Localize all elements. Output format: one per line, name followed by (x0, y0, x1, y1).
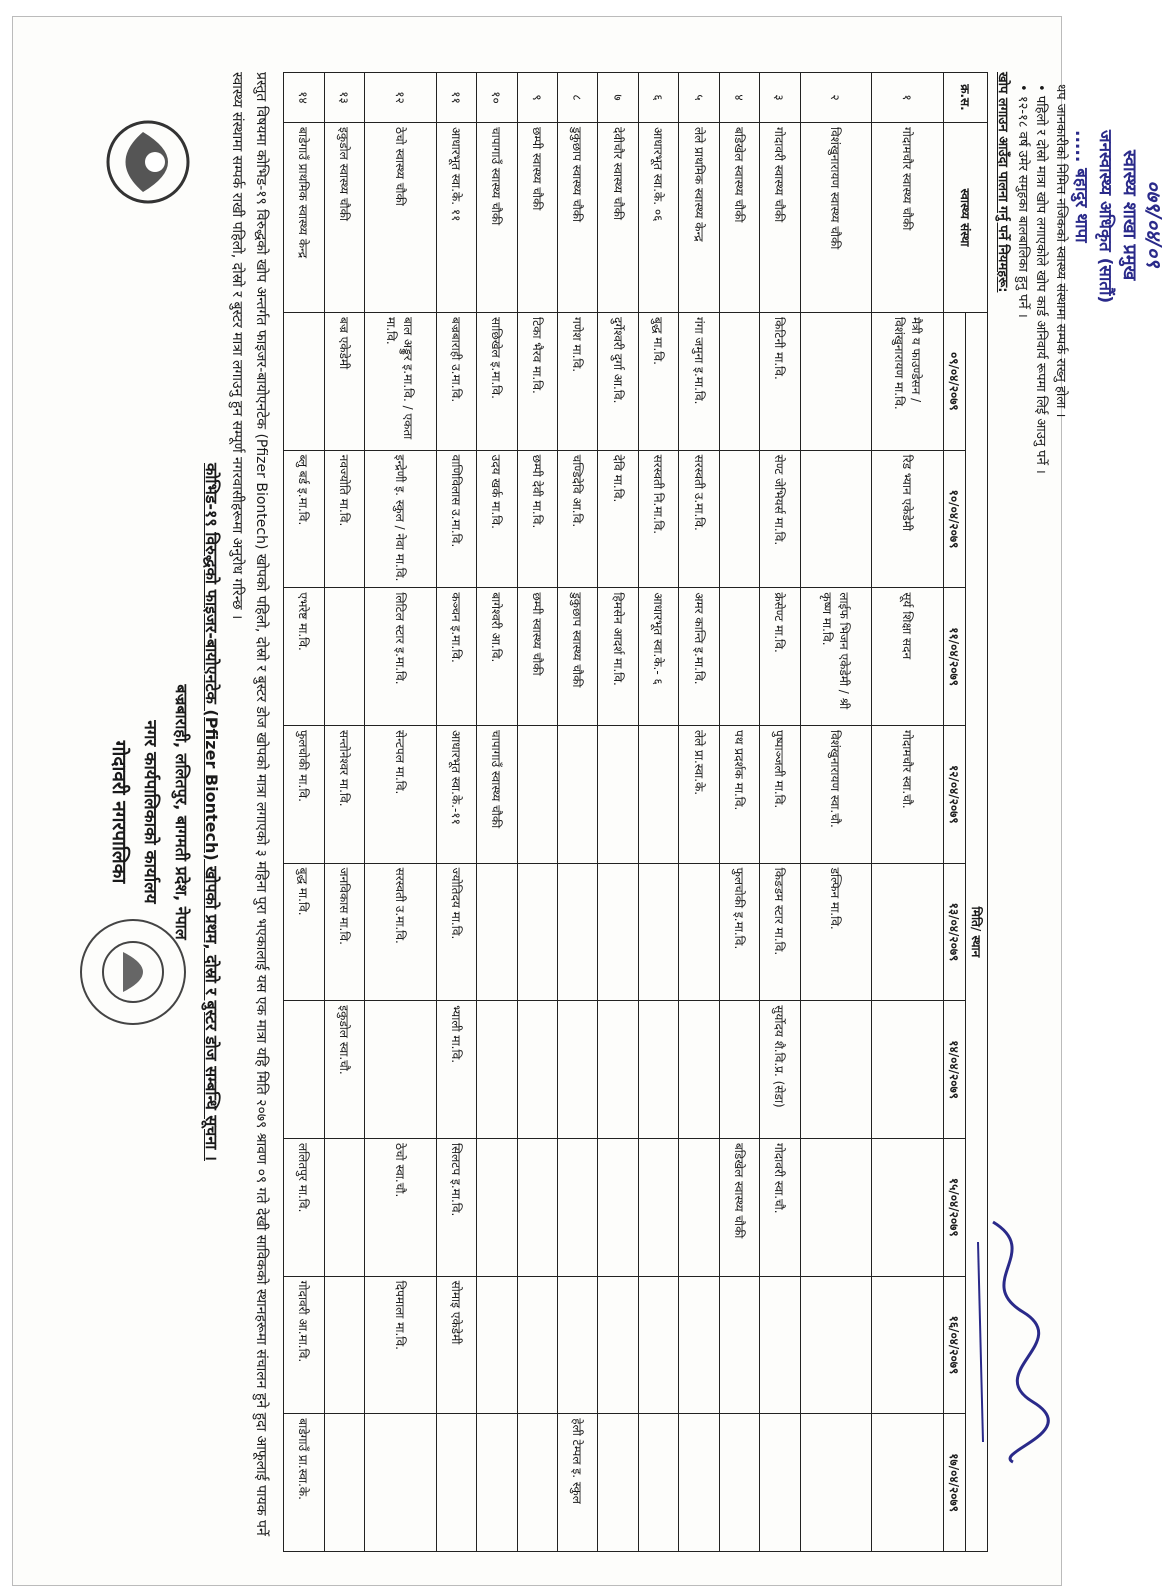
row-organization: इकुडोल स्वास्थ्य चौकी (324, 123, 364, 313)
row-serial: १२ (365, 73, 437, 123)
table-row (598, 73, 638, 1552)
schedule-cell (517, 863, 557, 1001)
schedule-cell: क्रेसेण्ट मा.वि. (760, 588, 800, 726)
schedule-cell: बज्र एकेडेमी (324, 313, 364, 451)
schedule-cell: चण्डिदेवि आ.वि. (558, 450, 598, 588)
header-date: १६/०४/२०७९ (944, 1276, 966, 1414)
schedule-cell (517, 1276, 557, 1414)
header-date: १०/०४/२०७९ (944, 450, 966, 588)
row-organization: आधारभूत स्वा.के. ०६ (638, 123, 678, 313)
schedule-cell (436, 1414, 476, 1552)
schedule-cell: बाल अङ्कुर इ.मा.वि. / एकता मा.वि. (365, 313, 437, 451)
table-row (800, 73, 872, 1552)
schedule-cell (679, 863, 719, 1001)
schedule-cell: लेले प्रा.स्वा.के. (679, 725, 719, 863)
contact-note: थप जानकारीको निमित्त नजिकको स्वास्थ्य संस्थामा सम्पर्क राख्नु होला । (1053, 84, 1068, 418)
header-date: ०९/०४/२०७९ (944, 313, 966, 451)
schedule-cell: भ्याली मा.वि. (436, 1001, 476, 1139)
schedule-cell (638, 1138, 678, 1276)
header-serial: क्र.स. (944, 73, 988, 123)
schedule-cell (517, 1138, 557, 1276)
schedule-cell (760, 1414, 800, 1552)
schedule-cell (558, 1001, 598, 1139)
header-date: १७/०४/२०७९ (944, 1414, 966, 1552)
table-row (558, 73, 598, 1552)
schedule-cell: रिड भ्यान एकेडेमी (872, 450, 944, 588)
row-organization: देवीचौर स्वास्थ्य चौकी (598, 123, 638, 313)
schedule-cell (638, 1414, 678, 1552)
schedule-cell (477, 1414, 517, 1552)
schedule-cell: वाणिविलास उ.मा.वि. (436, 450, 476, 588)
schedule-cell (477, 1276, 517, 1414)
row-organization: बडिखेल स्वास्थ्य चौकी (719, 123, 759, 313)
schedule-cell (598, 1276, 638, 1414)
row-serial: ८ (558, 73, 598, 123)
row-serial: ६ (638, 73, 678, 123)
schedule-cell: साछिखेल इ.मा.वि. (477, 313, 517, 451)
schedule-cell: गोदामचौर स्वा.चौ. (872, 725, 944, 863)
schedule-cell: दिपमाला मा.वि. (365, 1276, 437, 1414)
schedule-cell (719, 1276, 759, 1414)
schedule-cell (284, 1001, 325, 1139)
row-serial: ४ (719, 73, 759, 123)
schedule-cell (598, 1138, 638, 1276)
table-body (284, 73, 944, 1552)
schedule-cell: नवज्योति मा.वि. (324, 450, 364, 588)
schedule-cell (719, 1414, 759, 1552)
schedule-cell (719, 588, 759, 726)
row-organization: विशंखुनारायण स्वास्थ्य चौकी (800, 123, 872, 313)
signoff-block (1062, 120, 1172, 540)
schedule-cell: बागेश्वरी आ.वि. (477, 588, 517, 726)
schedule-cell: हेली टेम्पल इ. स्कुल (558, 1414, 598, 1552)
table-row (872, 73, 944, 1552)
schedule-cell: चापागाउँ स्वास्थ्य चौकी (477, 725, 517, 863)
signoff-date: ०७९/०४/०९ (1142, 180, 1166, 268)
schedule-cell: हिमसेन आदर्श मा.वि. (598, 588, 638, 726)
header-date: १३/०४/२०७९ (944, 863, 966, 1001)
row-serial: १ (872, 73, 944, 123)
schedule-cell: छम्पी देवी मा.वि. (517, 450, 557, 588)
row-organization: बाडेगाउँ प्राथमिक स्वास्थ्य केन्द्र (284, 123, 325, 313)
schedule-cell (800, 1276, 872, 1414)
schedule-cell (800, 1138, 872, 1276)
schedule-cell (324, 1138, 364, 1276)
schedule-cell (872, 1276, 944, 1414)
schedule-cell: दुर्गेश्वरी दुर्गा आ.वि. (598, 313, 638, 451)
schedule-cell: सरस्वती उ.मा.वि. (679, 450, 719, 588)
schedule-cell: पथ प्रदर्शक मा.वि. (719, 725, 759, 863)
schedule-cell (558, 725, 598, 863)
handwritten-signature-icon (963, 1212, 1053, 1472)
schedule-cell: फुलचोकी मा.वि. (284, 725, 325, 863)
schedule-cell (324, 1276, 364, 1414)
table-row (324, 73, 364, 1552)
schedule-cell: टिका भैरव मा.वि. (517, 313, 557, 451)
schedule-cell: सरस्वती नि.मा.वि. (638, 450, 678, 588)
schedule-cell: ब्लु बर्ड इ.मा.वि. (284, 450, 325, 588)
rule-text: पहिलो र दोस्रो मात्रा खोप लगाएकोले खोप कार्ड अनिवार्य रूपमा लिई आउनु पर्ने । (1033, 95, 1048, 474)
schedule-cell (872, 1001, 944, 1139)
row-serial: ३ (760, 73, 800, 123)
schedule-cell (284, 313, 325, 451)
schedule-cell (324, 1414, 364, 1552)
table-row (760, 73, 800, 1552)
row-organization: गोदामचौर स्वास्थ्य चौकी (872, 123, 944, 313)
schedule-cell (598, 863, 638, 1001)
vaccination-schedule-table (283, 72, 988, 1552)
header-organization: स्वास्थ्य संस्था (944, 123, 988, 313)
schedule-cell: बडिखेल स्वास्थ्य चौकी (719, 1138, 759, 1276)
table-row (436, 73, 476, 1552)
header-date: ११/०४/२०७९ (944, 588, 966, 726)
schedule-cell (760, 1276, 800, 1414)
schedule-cell: ठेचो स्वा.चौ. (365, 1138, 437, 1276)
schedule-cell (679, 1414, 719, 1552)
schedule-cell: सोमाइ एकेडेमी (436, 1276, 476, 1414)
table-row (284, 73, 325, 1552)
schedule-cell: सुर्योदय शै.वि.प्र. (सेडा) (760, 1001, 800, 1139)
row-organization: डुकुछाप स्वास्थ्य चौकी (558, 123, 598, 313)
header-date: १४/०४/२०७९ (944, 1001, 966, 1139)
schedule-cell (477, 1001, 517, 1139)
schedule-cell: सरस्वती उ.मा.वि. (365, 863, 437, 1001)
row-serial: ११ (436, 73, 476, 123)
schedule-cell (558, 863, 598, 1001)
schedule-cell (719, 313, 759, 451)
rule-item: • पहिलो र दोस्रो मात्रा खोप लगाएकोले खोप कार्ड अनिवार्य रूपमा लिई आउनु पर्ने । (1033, 84, 1048, 474)
schedule-cell: सेण्ट जेभियर्स मा.वि. (760, 450, 800, 588)
row-organization: चापागाउँ स्वास्थ्य चौकी (477, 123, 517, 313)
schedule-cell (679, 1001, 719, 1139)
signatory-branch: स्वास्थ्य शाखा प्रमुख (1119, 150, 1140, 281)
row-organization: ठेचो स्वास्थ्य चौकी (365, 123, 437, 313)
schedule-cell: गोदावरी आ.मा.वि. (284, 1276, 325, 1414)
schedule-cell (598, 1414, 638, 1552)
schedule-cell: डल्फिन मा.वि. (800, 863, 872, 1001)
schedule-cell (477, 863, 517, 1001)
schedule-cell (719, 1001, 759, 1139)
signatory-title: जनस्वास्थ्य अधिकृत (सातौं) (1095, 130, 1115, 304)
schedule-cell (517, 1001, 557, 1139)
table-row (638, 73, 678, 1552)
header-date: १२/०४/२०७९ (944, 725, 966, 863)
schedule-cell: सेन्टपल मा.वि. (365, 725, 437, 863)
schedule-cell: इन्द्रेणी इ. स्कुल / नेवा मा.वि. (365, 450, 437, 588)
schedule-cell (679, 1138, 719, 1276)
schedule-cell (872, 1414, 944, 1552)
schedule-cell: ललितपुर मा.वि. (284, 1138, 325, 1276)
schedule-cell (517, 1414, 557, 1552)
row-organization: छम्पी स्वास्थ्य चौकी (517, 123, 557, 313)
schedule-cell (517, 725, 557, 863)
schedule-cell: बुद्ध मा.वि. (284, 863, 325, 1001)
header-date-place: मिति/ स्थान (966, 313, 988, 1552)
schedule-cell: गंगा जमुना इ.मा.वि. (679, 313, 719, 451)
schedule-cell: सन्तोनेश्वर मा.वि. (324, 725, 364, 863)
row-serial: ५ (679, 73, 719, 123)
schedule-cell (365, 1001, 437, 1139)
notice-subject: कोभिड-१९ विरुद्धको फाइजर-बायोएनटेक (Pfizer Biontech) खोपको प्रथम, दोस्रो र बुस्टर डोज सम्बन्धि सूचना । (202, 463, 221, 1161)
row-serial: १३ (324, 73, 364, 123)
schedule-cell: बज्रबाराही उ.मा.वि. (436, 313, 476, 451)
schedule-cell: लाईफ भिजन एकेडेमी / श्री कृष्ण मा.वि. (800, 588, 872, 726)
schedule-cell: कञ्चन इ.मा.वि. (436, 588, 476, 726)
schedule-cell: पुष्पाञ्जली मा.वि. (760, 725, 800, 863)
schedule-cell (800, 1414, 872, 1552)
header-date: १५/०४/२०७९ (944, 1138, 966, 1276)
schedule-cell: अमर कान्ति इ.मा.वि. (679, 588, 719, 726)
rotated-content (23, 32, 1073, 1592)
schedule-cell (872, 863, 944, 1001)
schedule-cell: गणेश मा.वि. (558, 313, 598, 451)
schedule-cell (638, 1001, 678, 1139)
schedule-cell: बुद्ध मा.वि. (638, 313, 678, 451)
schedule-cell (324, 588, 364, 726)
row-organization: गोदावरी स्वास्थ्य चौकी (760, 123, 800, 313)
schedule-cell: किङडम स्टार मा.वि. (760, 863, 800, 1001)
table-row (517, 73, 557, 1552)
row-serial: ९ (517, 73, 557, 123)
schedule-cell: ज्योतिदय मा.वि. (436, 863, 476, 1001)
office-address: बज्रबाराही, ललितपुर, बागमती प्रदेश, नेपाल (172, 684, 191, 940)
intro-paragraph: प्रस्तुत विषयमा कोभिड-१९ विरुद्धको खोप अन्तर्गत फाइजर-बायोएनटेक (Pfizer Biontech) खोपको पहिलो, दोस्रो र बुस्टर डोज खोपको मात्रा लगाएको ३ महिना पुरा भएकालाई यस एक मात्रा यहि मिति २०७९ श्रावण ०९ गते देखी साविकको स्थानहरूमा संचालन हुने हुदा आफूलाई पायक पर्ने स्वास्थ्य संस्थामा सम्पर्क राखी पहिलो, दोस्रो र बुस्टर मात्रा लगाउनु हुन सम्पूर्ण नगरवासीहरूमा अनुरोध गरिन्छ । (229, 72, 269, 1536)
schedule-cell: देवि मा.वि. (598, 450, 638, 588)
schedule-cell: उदय खर्क मा.वि. (477, 450, 517, 588)
table-row (365, 73, 437, 1552)
schedule-cell (598, 725, 638, 863)
rules-heading: खोप लगाउन आउँदा पालना गर्नु पर्ने नियमहरू: (995, 72, 1010, 293)
schedule-cell: आधारभूत स्वा.के.- ६ (638, 588, 678, 726)
schedule-cell (558, 1138, 598, 1276)
schedule-cell (365, 1414, 437, 1552)
schedule-cell: विशंखुनारायण स्वा.चौ. (800, 725, 872, 863)
schedule-cell (872, 1138, 944, 1276)
schedule-cell: किटिनी मा.वि. (760, 313, 800, 451)
row-serial: १० (477, 73, 517, 123)
schedule-cell: मैत्री य फाउण्डेसन / विशंखुनारायण मा.वि. (872, 313, 944, 451)
schedule-cell: गोदावरी स्वा.चौ. (760, 1138, 800, 1276)
schedule-cell (800, 450, 872, 588)
schedule-cell: इकुडोल स्वा.चौ. (324, 1001, 364, 1139)
schedule-cell (638, 725, 678, 863)
schedule-cell (638, 1276, 678, 1414)
schedule-cell: आधारभूत स्वा.के.-११ (436, 725, 476, 863)
rule-item: • १२-१८ वर्ष उमेर समुहका बालबालिका हुनु पर्ने । (1015, 84, 1030, 318)
row-serial: २ (800, 73, 872, 123)
schedule-cell: जनविकास मा.वि. (324, 863, 364, 1001)
rule-text: १२-१८ वर्ष उमेर समुहका बालबालिका हुनु पर्ने । (1015, 95, 1030, 318)
schedule-cell: लिटिल स्टार इ.मा.वि. (365, 588, 437, 726)
office-name: गोदावरी नगरपालिका (108, 740, 130, 884)
document-page (12, 16, 1068, 1586)
schedule-cell (719, 450, 759, 588)
office-subtitle: नगर कार्यपालिकाको कार्यालय (140, 720, 160, 904)
schedule-cell: फुलचोकी इ.मा.वि. (719, 863, 759, 1001)
schedule-cell (638, 863, 678, 1001)
row-organization: लेले प्राथमिक स्वास्थ्य केन्द्र (679, 123, 719, 313)
table-row (477, 73, 517, 1552)
schedule-cell: एभरेष्ट मा.वि. (284, 588, 325, 726)
schedule-cell (800, 1001, 872, 1139)
schedule-cell: सूर्य शिक्षा सदन (872, 588, 944, 726)
schedule-cell (679, 1276, 719, 1414)
row-organization: आधारभूत स्वा.के. ११ (436, 123, 476, 313)
table-row (719, 73, 759, 1552)
row-serial: ७ (598, 73, 638, 123)
schedule-cell (558, 1276, 598, 1414)
schedule-cell: सिलटप इ.मा.वि. (436, 1138, 476, 1276)
schedule-cell: बाडेगाउँ प्रा.स्वा.के. (284, 1414, 325, 1552)
table-row (679, 73, 719, 1552)
schedule-cell (800, 313, 872, 451)
schedule-cell: छम्पी स्वास्थ्य चौकी (517, 588, 557, 726)
signatory-name: ..... बहादुर थापा (1071, 130, 1091, 243)
schedule-cell: डुकुछाप स्वास्थ्य चौकी (558, 588, 598, 726)
row-serial: १४ (284, 73, 325, 123)
schedule-cell (477, 1138, 517, 1276)
schedule-cell (598, 1001, 638, 1139)
